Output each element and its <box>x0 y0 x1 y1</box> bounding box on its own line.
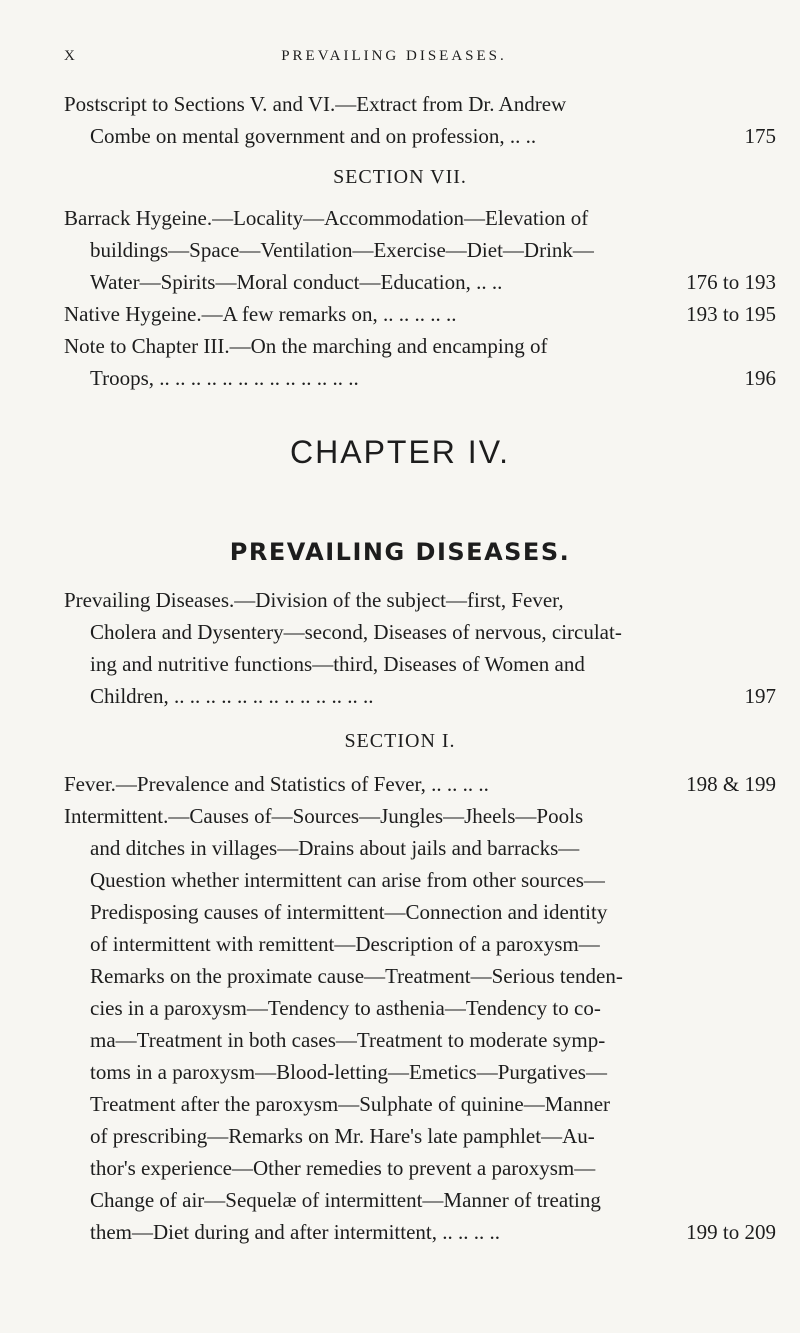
entry-line: thor's experience—Other remedies to prevent a paroxysm— <box>90 1156 596 1180</box>
entry-line: buildings—Space—Ventilation—Exercise—Diet—Drink— <box>90 238 594 262</box>
entry-line: of prescribing—Remarks on Mr. Hare's late pamphlet—Au- <box>90 1124 595 1148</box>
toc-entry-native-hygeine <box>64 298 776 330</box>
toc-entry-barrack-hygeine <box>64 202 776 298</box>
toc-entry-fever <box>64 768 776 800</box>
toc-entry-postscript <box>64 88 776 152</box>
chapter-subject: PREVAILING DISEASES. <box>229 538 571 566</box>
entry-line: Fever.—Prevalence and Statistics of Fever, .. .. .. .. 198 & 199 <box>64 768 776 800</box>
page-reference: 196 <box>744 366 776 390</box>
entry-line: Intermittent.—Causes of—Sources—Jungles—Jheels—Pools <box>64 804 584 828</box>
page-reference: 176 to 193 <box>686 270 776 294</box>
entry-line: Children, .. .. .. .. .. .. .. .. .. .. .. .. .. 197 <box>64 680 776 712</box>
entry-line: and ditches in villages—Drains about jails and barracks— <box>90 836 580 860</box>
chapter-heading: CHAPTER IV. <box>290 434 510 470</box>
page-reference: 198 & 199 <box>686 772 776 796</box>
running-head-title: PREVAILING DISEASES. <box>281 48 507 64</box>
toc-entry-note-chapter-iii <box>64 330 776 394</box>
entry-line: Predisposing causes of intermittent—Connection and identity <box>90 900 608 924</box>
page-reference: 175 <box>744 124 776 148</box>
entry-line: Prevailing Diseases.—Division of the subject—first, Fever, <box>64 588 564 612</box>
toc-entry-prevailing-diseases <box>64 584 776 712</box>
entry-line: Change of air—Sequelæ of intermittent—Manner of treating <box>90 1188 601 1212</box>
entry-line: Barrack Hygeine.—Locality—Accommodation—Elevation of <box>64 206 589 230</box>
entry-line: of intermittent with remittent—Description of a paroxysm— <box>90 932 600 956</box>
entry-line: Cholera and Dysentery—second, Diseases of nervous, circulat- <box>90 620 622 644</box>
entry-line: cies in a paroxysm—Tendency to asthenia—Tendency to co- <box>90 996 601 1020</box>
page-reference: 193 to 195 <box>686 302 776 326</box>
entry-line: Postscript to Sections V. and VI.—Extract from Dr. Andrew <box>64 92 567 116</box>
entry-line: Combe on mental government and on profession, .. .. 175 <box>64 120 776 152</box>
entry-line: them—Diet during and after intermittent, .. .. .. .. 199 to 209 <box>64 1216 776 1248</box>
entry-line: Troops, .. .. .. .. .. .. .. .. .. .. .. .. .. 196 <box>64 362 776 394</box>
section-heading: SECTION VII. <box>333 166 467 188</box>
entry-line: Treatment after the paroxysm—Sulphate of quinine—Manner <box>90 1092 611 1116</box>
entry-line: Water—Spirits—Moral conduct—Education, .. .. 176 to 193 <box>64 266 776 298</box>
entry-line: Remarks on the proximate cause—Treatment—Serious tenden- <box>90 964 623 988</box>
entry-line: ma—Treatment in both cases—Treatment to moderate symp- <box>90 1028 606 1052</box>
page-reference: 199 to 209 <box>686 1220 776 1244</box>
page-reference: 197 <box>744 684 776 708</box>
folio-number: X <box>64 48 78 64</box>
toc-entry-intermittent <box>64 800 776 1248</box>
entry-line: Question whether intermittent can arise from other sources— <box>90 868 605 892</box>
entry-line: ing and nutritive functions—third, Diseases of Women and <box>90 652 585 676</box>
section-heading: SECTION I. <box>344 730 456 752</box>
running-head <box>64 48 724 65</box>
entry-line: Native Hygeine.—A few remarks on, .. .. .. .. .. 193 to 195 <box>64 298 776 330</box>
entry-line: toms in a paroxysm—Blood-letting—Emetics—Purgatives— <box>90 1060 607 1084</box>
entry-line: Note to Chapter III.—On the marching and encamping of <box>64 334 548 358</box>
